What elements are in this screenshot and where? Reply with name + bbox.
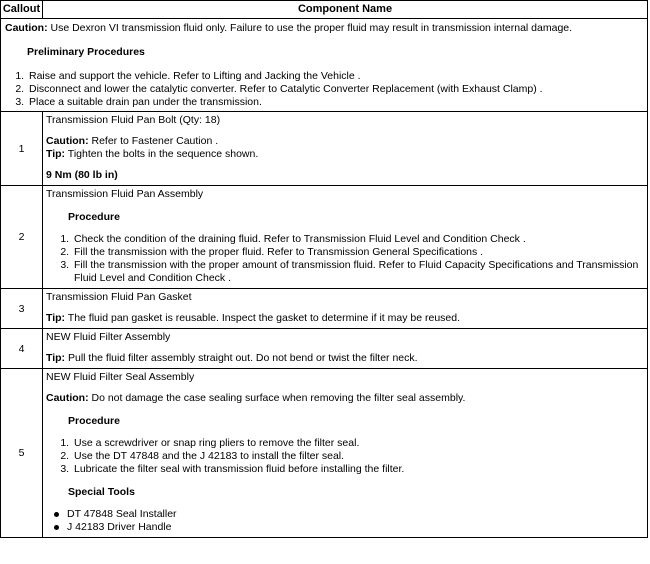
callout-number: 5 (1, 369, 43, 538)
callout-number: 4 (1, 329, 43, 369)
component-tip: Tip: The fluid pan gasket is reusable. Inspect the gasket to determine if it may be reused. (46, 312, 461, 324)
component-cell (43, 112, 648, 186)
component-caution: Caution: Do not damage the case sealing surface when removing the filter seal assembly. (46, 392, 466, 404)
table-row (1, 329, 648, 369)
procedure-title: Procedure (68, 211, 120, 223)
component-tip: Tip: Pull the fluid filter assembly straight out. Do not bend or twist the filter neck. (46, 352, 418, 364)
procedure-step: 1. Check the condition of the draining fluid. Refer to Transmission Fluid Level and Condition Check . (72, 233, 644, 246)
component-tip: Tip: Tighten the bolts in the sequence shown. (46, 148, 259, 160)
header-row (1, 1, 648, 19)
procedure-steps (46, 233, 644, 285)
component-title: Transmission Fluid Pan Bolt (Qty: 18) (46, 114, 221, 126)
table-row (1, 289, 648, 329)
procedure-step: 3. Fill the transmission with the proper amount of transmission fluid. Refer to Fluid Capacity Specifications and Transmission Fluid Level and Condition Check . (72, 259, 644, 285)
component-cell (43, 369, 648, 538)
special-tools-list (46, 508, 644, 534)
component-title: Transmission Fluid Pan Assembly (46, 188, 204, 200)
intro-row (1, 19, 648, 112)
callout-header: Callout (1, 1, 43, 19)
procedure-steps (46, 437, 644, 476)
component-cell (43, 289, 648, 329)
prelim-title: Preliminary Procedures (27, 46, 145, 58)
procedure-step: 2. Fill the transmission with the proper fluid. Refer to Transmission General Specifications . (72, 246, 644, 259)
caution-label: Caution: (5, 22, 48, 34)
callout-number: 1 (1, 112, 43, 186)
intro-cell (1, 19, 648, 112)
table-row (1, 186, 648, 289)
tool-item: DT 47848 Seal Installer (67, 508, 644, 521)
procedure-step: 2. Use the DT 47848 and the J 42183 to install the filter seal. (72, 450, 644, 463)
component-header: Component Name (43, 1, 648, 19)
procedure-title: Procedure (68, 415, 120, 427)
component-title: NEW Fluid Filter Assembly (46, 331, 171, 343)
component-cell (43, 329, 648, 369)
component-title: NEW Fluid Filter Seal Assembly (46, 371, 195, 383)
callout-number: 2 (1, 186, 43, 289)
component-caution: Caution: Refer to Fastener Caution . (46, 135, 219, 147)
table-row (1, 112, 648, 186)
callout-number: 3 (1, 289, 43, 329)
prelim-step: 2. Disconnect and lower the catalytic converter. Refer to Catalytic Converter Replacement (with Exhaust Clamp) . (27, 83, 643, 96)
prelim-steps (5, 70, 643, 109)
procedure-step: 1. Use a screwdriver or snap ring pliers to remove the filter seal. (72, 437, 644, 450)
special-tools-title: Special Tools (68, 486, 135, 498)
table-row (1, 369, 648, 538)
component-cell (43, 186, 648, 289)
prelim-step: 3. Place a suitable drain pan under the transmission. (27, 96, 643, 109)
prelim-step: 1. Raise and support the vehicle. Refer to Lifting and Jacking the Vehicle . (27, 70, 643, 83)
intro-caution (5, 22, 643, 35)
procedure-step: 3. Lubricate the filter seal with transmission fluid before installing the filter. (72, 463, 644, 476)
component-title: Transmission Fluid Pan Gasket (46, 291, 192, 303)
torque-spec: 9 Nm (80 lb in) (46, 169, 118, 181)
caution-text: Use Dexron VI transmission fluid only. Failure to use the proper fluid may result in transmission internal damage. (47, 22, 573, 34)
tool-item: J 42183 Driver Handle (67, 521, 644, 534)
